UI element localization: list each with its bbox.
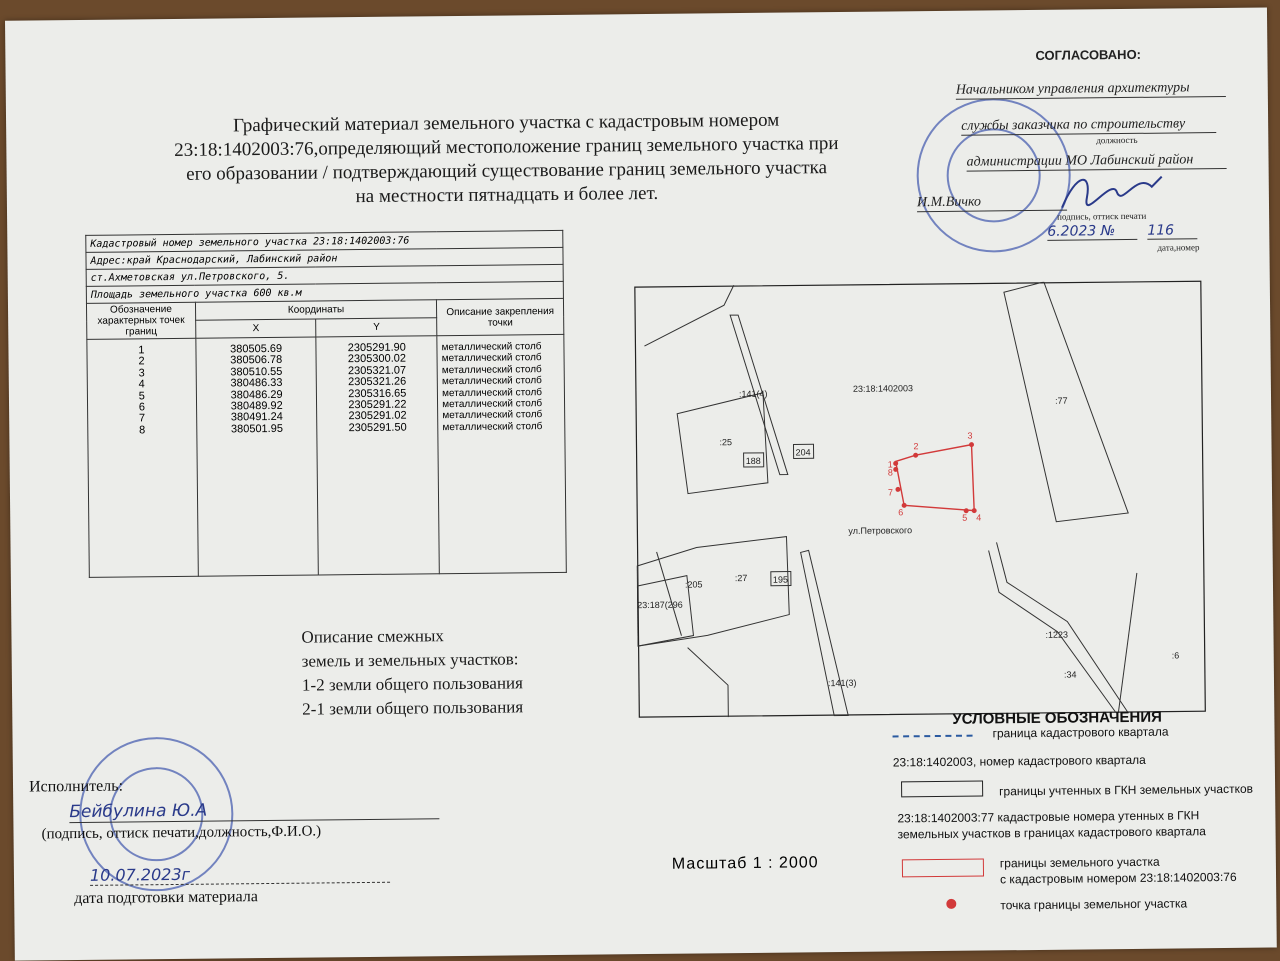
parcel-label: :205 bbox=[684, 579, 703, 590]
legend-item: границы учтенных в ГКН земельных участков bbox=[999, 781, 1254, 799]
title-line: на местности пятнадцать и более лет. bbox=[355, 182, 659, 208]
approval-block bbox=[905, 46, 1247, 253]
approval-line: службы заказчика по строительству bbox=[961, 116, 1216, 136]
preparation-date-caption: дата подготовки материала bbox=[74, 888, 258, 908]
col-desc-values: металлический столб металлический столб металлический столб металлический столб металлический столб металлический столб металлический столб металлический столб bbox=[437, 334, 566, 573]
boundary-point bbox=[895, 487, 900, 492]
parcel-label: :27 bbox=[734, 572, 748, 584]
legend-item: земельных участков в границах кадастрового квартала bbox=[897, 824, 1206, 842]
boundary-line bbox=[644, 285, 735, 346]
address-line: ст.Ахметовская ул.Петровского, 5. bbox=[86, 264, 563, 286]
approval-caption: должность bbox=[1096, 134, 1138, 146]
legend bbox=[892, 707, 1280, 921]
title-line: его образовании / подтверждающий существование границ земельного участка bbox=[186, 157, 828, 185]
approval-line: администрации МО Лабинский район bbox=[966, 152, 1226, 172]
legend-item: с кадастровым номером 23:18:1402003:76 bbox=[999, 869, 1237, 887]
boundary-point bbox=[969, 442, 974, 447]
point-label-7: 7 bbox=[887, 487, 894, 498]
boundary-point bbox=[913, 453, 918, 458]
point-label-2: 2 bbox=[913, 441, 919, 452]
col-point-header: Обозначение характерных точек границ bbox=[86, 302, 195, 339]
approval-number: 116 bbox=[1147, 222, 1197, 240]
title-line: 23:18:1402003:76,определяющий местоположение границ земельного участка при bbox=[174, 133, 839, 161]
adjacent-lands bbox=[301, 623, 523, 721]
point-label-3: 3 bbox=[967, 430, 973, 441]
boundary-point bbox=[893, 461, 898, 466]
document-title bbox=[76, 107, 937, 212]
executor-caption: (подпись, оттиск печати,должность,Ф.И.О.) bbox=[41, 823, 322, 843]
approval-caption: подпись, оттиск печати bbox=[1057, 210, 1147, 222]
parcel-label: :77 bbox=[1054, 395, 1068, 406]
adjacent-item: 1-2 земли общего пользования bbox=[301, 673, 524, 695]
plot-76-boundary bbox=[896, 445, 975, 512]
boundary-point-swatch bbox=[946, 899, 956, 909]
col-x-header: X bbox=[195, 319, 316, 338]
coordinates-table bbox=[85, 230, 567, 578]
quarter-label: 23:18:1402003 bbox=[852, 383, 914, 394]
parcel-label: 195 bbox=[772, 574, 788, 585]
parcel-205-line bbox=[657, 552, 682, 636]
executor-label: Исполнитель: bbox=[28, 777, 124, 796]
legend-item: граница кадастрового квартала bbox=[992, 724, 1169, 741]
approval-signature bbox=[1057, 167, 1168, 218]
parcel-label: :141(4) bbox=[738, 388, 768, 400]
adjacent-heading: Описание смежных bbox=[301, 626, 444, 647]
executor-signature: Бейбулина Ю.А bbox=[69, 798, 439, 823]
table-body-row bbox=[87, 334, 566, 577]
col-point-values: 1 2 3 4 5 6 7 8 bbox=[87, 338, 198, 577]
legend-item: точка границы земельног участка bbox=[1000, 896, 1188, 913]
street-label: ул.Петровского bbox=[848, 525, 913, 536]
parcel-label: :25 bbox=[719, 437, 733, 448]
col-x-values: 380505.69 380506.78 380510.55 380486.33 380486.29 380489.92 380491.24 380501.95 bbox=[196, 337, 319, 576]
cadastral-number: Кадастровый номер земельного участка 23:18:1402003:76 bbox=[86, 230, 563, 252]
col-desc-header: Описание закрепления точки bbox=[437, 298, 564, 335]
boundary-line bbox=[1117, 573, 1138, 713]
parcel-label: 188 bbox=[745, 455, 761, 466]
point-label-8: 8 bbox=[887, 467, 893, 478]
approval-date: 6.2023 № bbox=[1047, 223, 1137, 241]
parcel-label: :6 bbox=[1171, 650, 1180, 661]
col-y-header: Y bbox=[316, 318, 437, 337]
road-right bbox=[997, 541, 1129, 714]
legend-item: 23:18:1402003:77 кадастровые номера утенных в ГКН bbox=[897, 808, 1200, 826]
parcel-label: 23:187(296 bbox=[637, 599, 683, 611]
cadastral-map bbox=[634, 280, 1206, 718]
approval-caption: дата,номер bbox=[1157, 242, 1200, 253]
road-141-3 bbox=[801, 550, 849, 716]
approval-line: Начальником управления архитектуры bbox=[956, 80, 1226, 100]
executor-block bbox=[29, 774, 431, 928]
address-line: Адрес:край Краснодарский, Лабинский район bbox=[86, 247, 563, 269]
boundary-line bbox=[688, 647, 729, 717]
point-label-4: 4 bbox=[976, 512, 982, 523]
title-line: Графический материал земельного участка с кадастровым номером bbox=[232, 109, 780, 137]
document-sheet bbox=[5, 8, 1277, 961]
plot-border-swatch bbox=[902, 859, 984, 878]
parcel-label: :1223 bbox=[1045, 629, 1069, 640]
map-frame bbox=[635, 281, 1205, 717]
parcel-border-swatch bbox=[901, 781, 983, 798]
parcel-27 bbox=[636, 537, 789, 647]
point-label-5: 5 bbox=[962, 512, 968, 523]
point-label-6: 6 bbox=[898, 507, 904, 518]
parcel-label: :34 bbox=[1063, 669, 1077, 680]
approval-name: И.М.Вичко bbox=[917, 194, 1067, 213]
legend-item: границы земельного участка bbox=[999, 854, 1160, 871]
map-scale: Масштаб 1 : 2000 bbox=[671, 854, 819, 873]
col-coords-header: Координаты bbox=[195, 300, 437, 321]
parcel-label: :141(3) bbox=[827, 677, 857, 689]
legend-heading: УСЛОВНЫЕ ОБОЗНАЧЕНИЯ bbox=[952, 708, 1162, 728]
point-label-1: 1 bbox=[887, 459, 893, 470]
adjacent-heading: земель и земельных участков: bbox=[301, 649, 519, 671]
adjacent-item: 2-1 земли общего пользования bbox=[302, 697, 524, 719]
parcel-label: 204 bbox=[795, 447, 811, 458]
quarter-border-swatch bbox=[893, 735, 973, 738]
approval-heading: СОГЛАСОВАНО: bbox=[1035, 46, 1142, 63]
plot-area: Площадь земельного участка 600 кв.м bbox=[86, 281, 563, 303]
legend-item: 23:18:1402003, номер кадастрового квартала bbox=[892, 752, 1146, 770]
preparation-date: 10.07.2023г bbox=[90, 863, 390, 886]
col-y-values: 2305291.90 2305300.02 2305321.07 2305321.26 2305316.65 2305291.22 2305291.02 2305291.50 bbox=[316, 336, 439, 575]
boundary-points bbox=[893, 442, 977, 514]
